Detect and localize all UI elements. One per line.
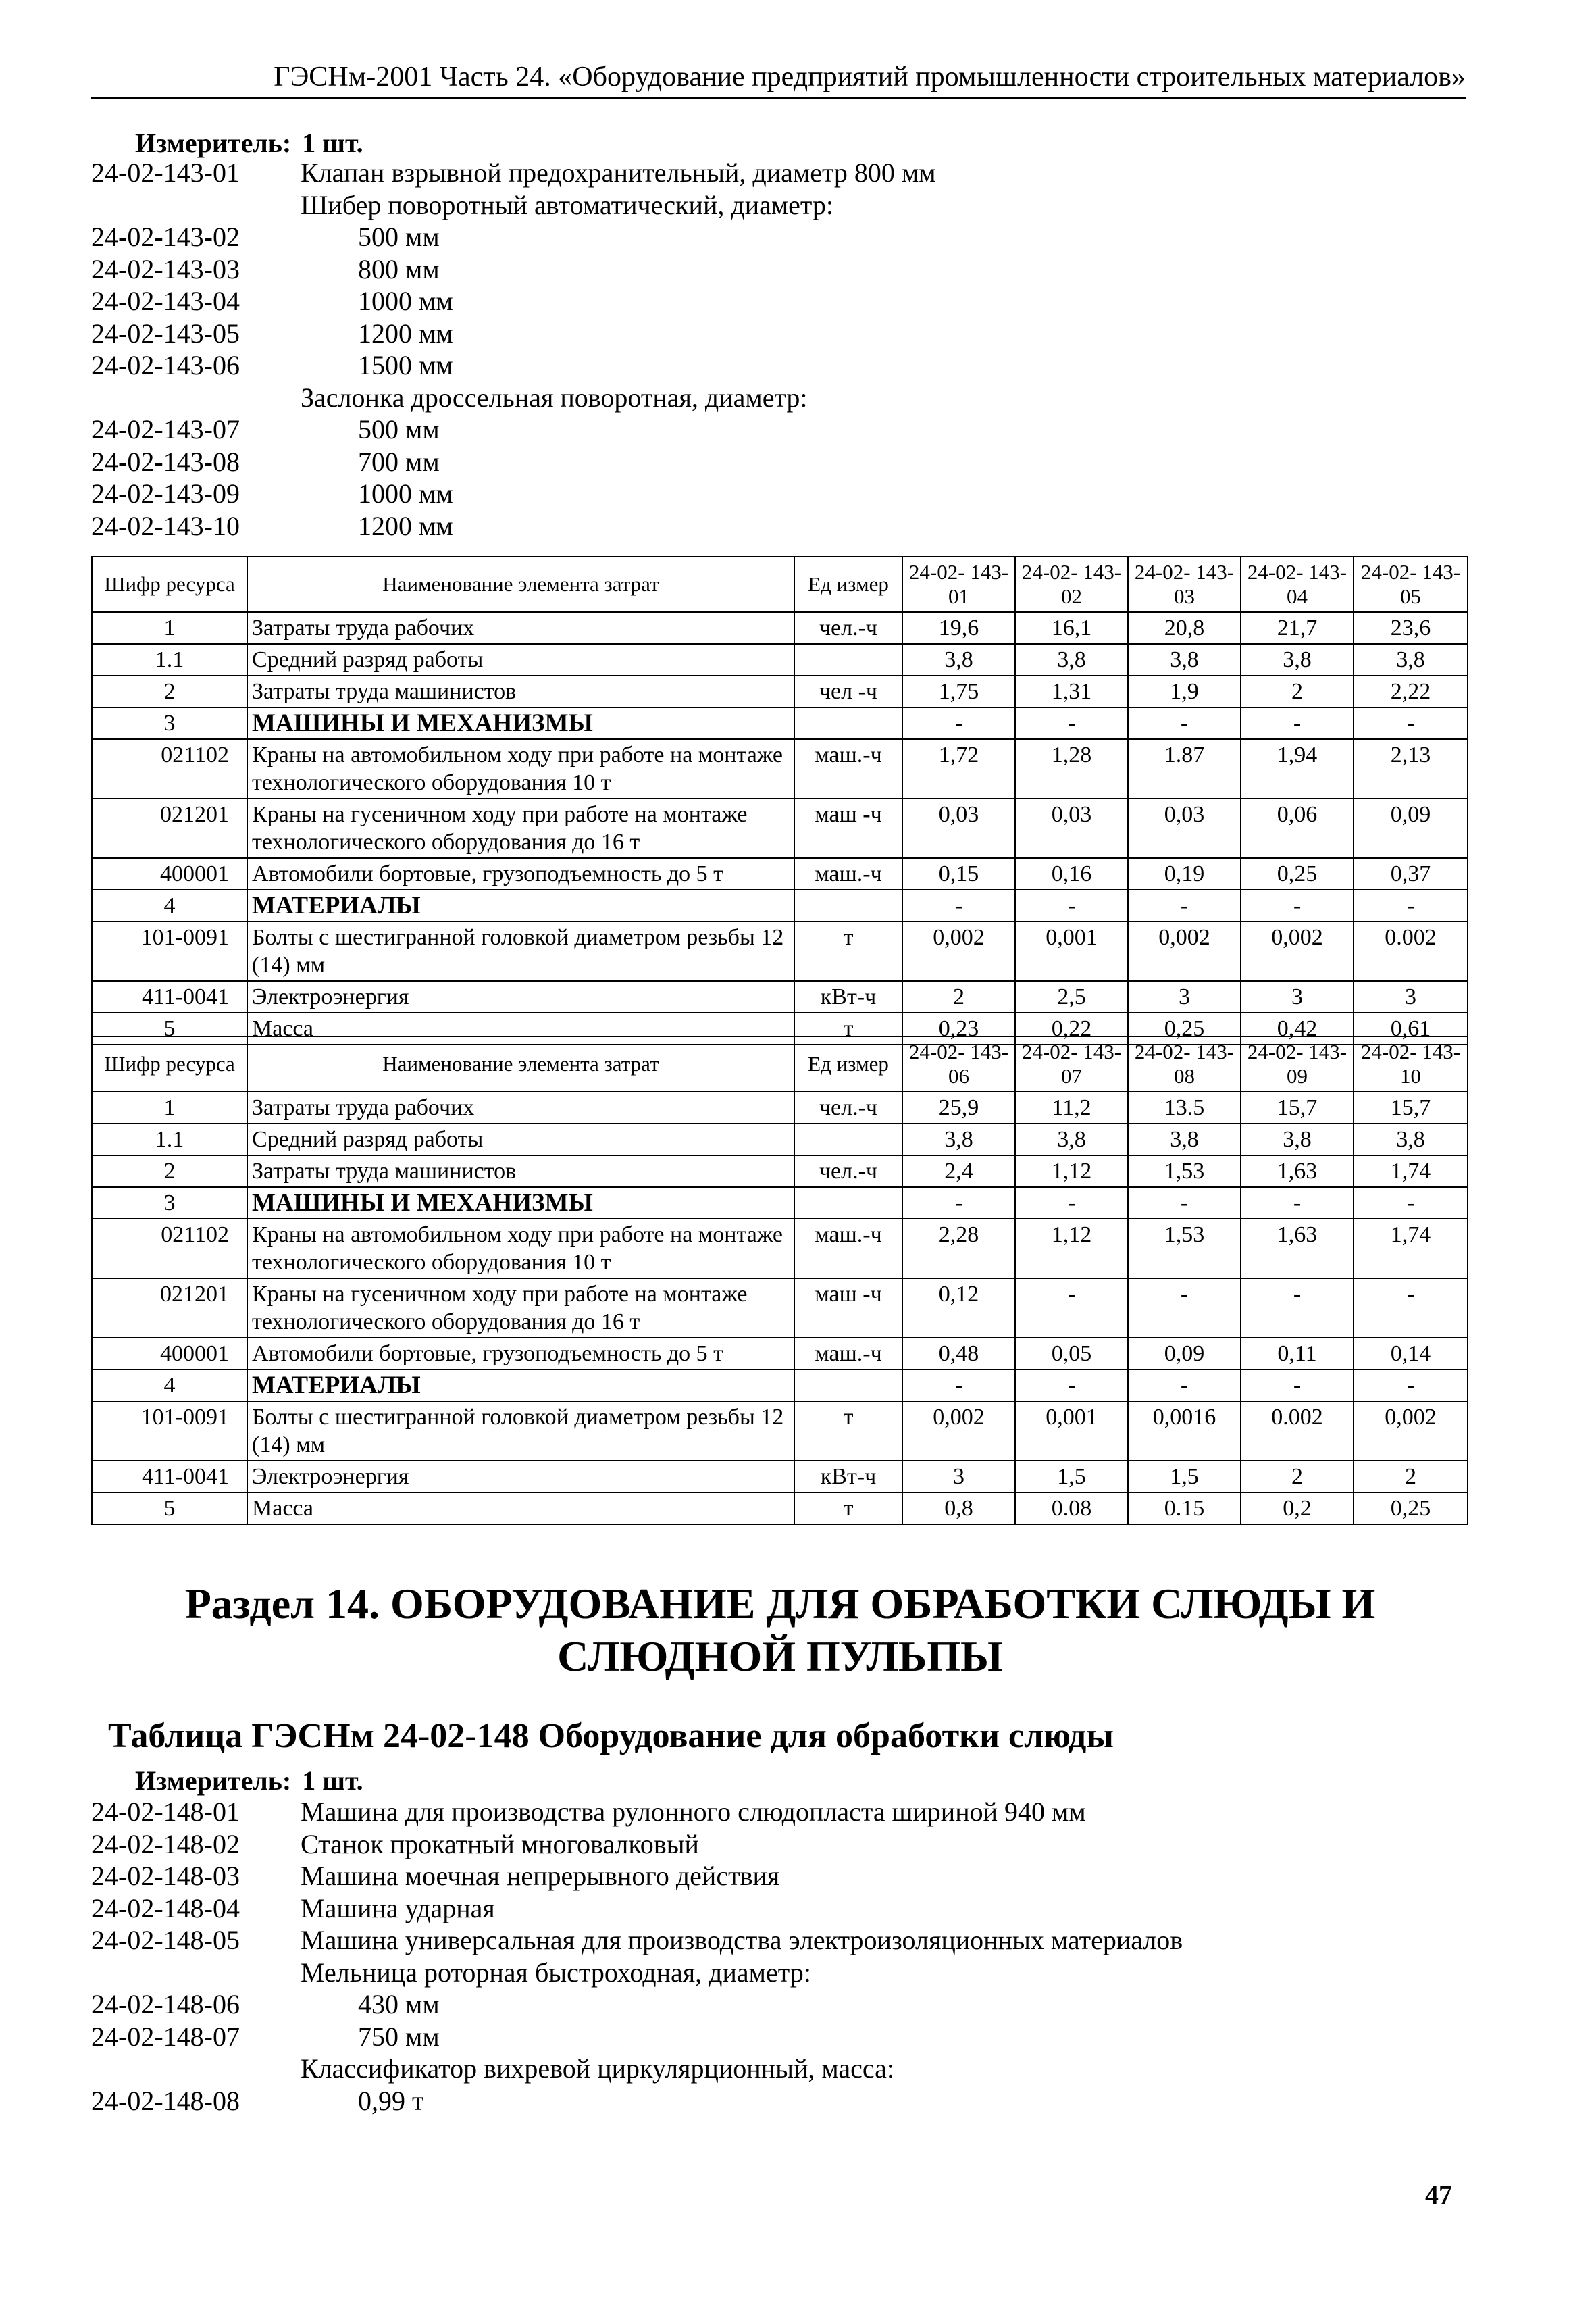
cost-element-name: Затраты труда рабочих bbox=[247, 612, 794, 644]
table-row bbox=[92, 1219, 1468, 1278]
column-header: 24-02- 143-10 bbox=[1354, 1036, 1468, 1092]
list-item bbox=[91, 318, 936, 350]
item-list-143 bbox=[91, 157, 936, 542]
value-cell: - bbox=[1128, 1278, 1241, 1338]
column-header: 24-02- 143-02 bbox=[1015, 557, 1128, 612]
value-cell: 0,002 bbox=[1354, 1401, 1468, 1461]
value-cell: - bbox=[1241, 707, 1354, 739]
list-item bbox=[91, 1892, 1183, 1925]
page-number: 47 bbox=[1425, 2180, 1452, 2210]
table-row bbox=[92, 1369, 1468, 1401]
value-cell: 1,12 bbox=[1015, 1219, 1128, 1278]
item-description: Машина универсальная для производства электроизоляционных материалов bbox=[301, 1925, 1183, 1955]
value-cell: 0,37 bbox=[1354, 858, 1468, 890]
value-cell: 3,8 bbox=[1015, 1124, 1128, 1155]
item-description: 1000 мм bbox=[358, 478, 453, 509]
item-description: 430 мм bbox=[358, 1989, 440, 2019]
measure-line-1 bbox=[135, 127, 363, 159]
item-code bbox=[91, 1957, 301, 1989]
value-cell: - bbox=[1128, 1187, 1241, 1219]
table-row bbox=[92, 1187, 1468, 1219]
item-code: 24-02-143-05 bbox=[91, 318, 240, 349]
item-description: 1200 мм bbox=[358, 318, 453, 349]
cost-element-name: Краны на автомобильном ходу при работе на монтаже технологического оборудования 10 т bbox=[247, 1219, 794, 1278]
item-description: 1500 мм bbox=[358, 350, 453, 380]
value-cell: 2,28 bbox=[902, 1219, 1015, 1278]
unit-cell: маш.-ч bbox=[794, 1338, 902, 1369]
value-cell: 15,7 bbox=[1354, 1092, 1468, 1124]
list-item bbox=[91, 2085, 1183, 2117]
value-cell: - bbox=[1354, 1187, 1468, 1219]
value-cell: 0,03 bbox=[1128, 799, 1241, 858]
cost-element-name: Средний разряд работы bbox=[247, 644, 794, 676]
list-item bbox=[91, 446, 936, 478]
item-code bbox=[91, 2053, 301, 2085]
value-cell: 3,8 bbox=[1354, 1124, 1468, 1155]
value-cell: - bbox=[1241, 1187, 1354, 1219]
unit-cell: т bbox=[794, 1492, 902, 1524]
column-header: 24-02- 143-01 bbox=[902, 557, 1015, 612]
value-cell: 0,48 bbox=[902, 1338, 1015, 1369]
value-cell: 11,2 bbox=[1015, 1092, 1128, 1124]
item-code bbox=[91, 382, 301, 414]
measure-value: 1 шт. bbox=[302, 1765, 363, 1796]
resource-code: 400001 bbox=[92, 858, 247, 890]
resource-code: 1 bbox=[92, 1092, 247, 1124]
value-cell: - bbox=[902, 1369, 1015, 1401]
unit-cell: маш -ч bbox=[794, 799, 902, 858]
column-header: 24-02- 143-03 bbox=[1128, 557, 1241, 612]
resource-code: 021201 bbox=[92, 799, 247, 858]
column-header: 24-02- 143-06 bbox=[902, 1036, 1015, 1092]
value-cell: 1,74 bbox=[1354, 1155, 1468, 1187]
table-header-row bbox=[92, 557, 1468, 612]
resource-code: 5 bbox=[92, 1013, 247, 1045]
value-cell: 2,4 bbox=[902, 1155, 1015, 1187]
unit-cell: т bbox=[794, 1401, 902, 1461]
table-row bbox=[92, 612, 1468, 644]
value-cell: 2 bbox=[902, 981, 1015, 1013]
value-cell: 0,25 bbox=[1128, 1013, 1241, 1045]
column-header: Ед измер bbox=[794, 1036, 902, 1092]
value-cell: 15,7 bbox=[1241, 1092, 1354, 1124]
value-cell: 0.002 bbox=[1354, 922, 1468, 981]
value-cell: 1,63 bbox=[1241, 1219, 1354, 1278]
value-cell: - bbox=[1241, 1278, 1354, 1338]
value-cell: 0,002 bbox=[902, 1401, 1015, 1461]
value-cell: 0,61 bbox=[1354, 1013, 1468, 1045]
column-header: 24-02- 143-05 bbox=[1354, 557, 1468, 612]
cost-table-143-01-05 bbox=[91, 556, 1468, 1045]
list-item bbox=[91, 285, 936, 318]
list-item bbox=[91, 349, 936, 382]
value-cell: - bbox=[1015, 1187, 1128, 1219]
column-header: 24-02- 143-07 bbox=[1015, 1036, 1128, 1092]
resource-code: 411-0041 bbox=[92, 1461, 247, 1492]
column-header: Шифр ресурса bbox=[92, 557, 247, 612]
value-cell: 0,03 bbox=[1015, 799, 1128, 858]
table-row bbox=[92, 1461, 1468, 1492]
value-cell: 1,28 bbox=[1015, 739, 1128, 799]
value-cell: 0,15 bbox=[902, 858, 1015, 890]
list-item bbox=[91, 2053, 1183, 2085]
column-header: Наименование элемента затрат bbox=[247, 1036, 794, 1092]
unit-cell: чел -ч bbox=[794, 676, 902, 707]
cost-element-name: Электроэнергия bbox=[247, 981, 794, 1013]
value-cell: 0,001 bbox=[1015, 922, 1128, 981]
table-row bbox=[92, 1401, 1468, 1461]
table-row bbox=[92, 1155, 1468, 1187]
value-cell: 1,74 bbox=[1354, 1219, 1468, 1278]
cost-element-name: Масса bbox=[247, 1013, 794, 1045]
list-item bbox=[91, 221, 936, 253]
unit-cell: маш.-ч bbox=[794, 1219, 902, 1278]
value-cell: 0,09 bbox=[1128, 1338, 1241, 1369]
resource-code: 5 bbox=[92, 1492, 247, 1524]
item-description: Машина для производства рулонного слюдопласта шириной 940 мм bbox=[301, 1796, 1086, 1827]
table-header-row bbox=[92, 1036, 1468, 1092]
unit-cell: кВт-ч bbox=[794, 1461, 902, 1492]
item-description: 800 мм bbox=[358, 253, 440, 284]
value-cell: 0,001 bbox=[1015, 1401, 1128, 1461]
resource-code: 1.1 bbox=[92, 1124, 247, 1155]
list-item bbox=[91, 413, 936, 446]
cost-element-name: Автомобили бортовые, грузоподъемность до 5 т bbox=[247, 1338, 794, 1369]
item-code: 24-02-148-07 bbox=[91, 2021, 240, 2052]
measure-label: Измеритель: bbox=[135, 1765, 292, 1796]
value-cell: - bbox=[1015, 890, 1128, 922]
list-item bbox=[91, 1957, 1183, 1989]
value-cell: 23,6 bbox=[1354, 612, 1468, 644]
value-cell: 1,9 bbox=[1128, 676, 1241, 707]
resource-code: 3 bbox=[92, 1187, 247, 1219]
value-cell: 0,22 bbox=[1015, 1013, 1128, 1045]
value-cell: 0,2 bbox=[1241, 1492, 1354, 1524]
value-cell: 3 bbox=[1128, 981, 1241, 1013]
cost-table-143-06-10 bbox=[91, 1036, 1468, 1525]
value-cell: - bbox=[1015, 1369, 1128, 1401]
value-cell: 3,8 bbox=[1241, 1124, 1354, 1155]
unit-cell: чел.-ч bbox=[794, 1092, 902, 1124]
column-header: Ед измер bbox=[794, 557, 902, 612]
cost-element-name: Затраты труда машинистов bbox=[247, 1155, 794, 1187]
item-code: 24-02-143-10 bbox=[91, 510, 240, 541]
value-cell: - bbox=[1241, 1369, 1354, 1401]
item-code: 24-02-143-04 bbox=[91, 286, 240, 316]
value-cell: 0,09 bbox=[1354, 799, 1468, 858]
value-cell: 0,11 bbox=[1241, 1338, 1354, 1369]
value-cell: 0.08 bbox=[1015, 1492, 1128, 1524]
table-row bbox=[92, 922, 1468, 981]
item-description: Мельница роторная быстроходная, диаметр: bbox=[301, 1957, 811, 1988]
value-cell: - bbox=[1241, 890, 1354, 922]
value-cell: - bbox=[902, 890, 1015, 922]
value-cell: 3,8 bbox=[1241, 644, 1354, 676]
value-cell: 0,23 bbox=[902, 1013, 1015, 1045]
resource-code: 101-0091 bbox=[92, 922, 247, 981]
item-code: 24-02-148-03 bbox=[91, 1861, 240, 1891]
cost-element-name: Краны на гусеничном ходу при работе на монтаже технологического оборудования до 16 т bbox=[247, 799, 794, 858]
value-cell: 2 bbox=[1241, 676, 1354, 707]
value-cell: 0,0016 bbox=[1128, 1401, 1241, 1461]
table-row bbox=[92, 739, 1468, 799]
value-cell: 3,8 bbox=[1354, 644, 1468, 676]
value-cell: 2,5 bbox=[1015, 981, 1128, 1013]
list-item bbox=[91, 1828, 1183, 1861]
value-cell: 1,94 bbox=[1241, 739, 1354, 799]
table-row bbox=[92, 981, 1468, 1013]
value-cell: 25,9 bbox=[902, 1092, 1015, 1124]
item-code: 24-02-143-02 bbox=[91, 222, 240, 252]
resource-code: 021201 bbox=[92, 1278, 247, 1338]
column-header: 24-02- 143-08 bbox=[1128, 1036, 1241, 1092]
value-cell: 3,8 bbox=[1128, 1124, 1241, 1155]
list-item bbox=[91, 510, 936, 543]
item-description: 1000 мм bbox=[358, 286, 453, 316]
item-code: 24-02-143-06 bbox=[91, 350, 240, 380]
value-cell: 0,42 bbox=[1241, 1013, 1354, 1045]
item-code: 24-02-148-06 bbox=[91, 1989, 240, 2019]
value-cell: 0,19 bbox=[1128, 858, 1241, 890]
value-cell: 3,8 bbox=[902, 1124, 1015, 1155]
item-code: 24-02-143-03 bbox=[91, 253, 240, 284]
cost-element-name: Краны на автомобильном ходу при работе на монтаже технологического оборудования 10 т bbox=[247, 739, 794, 799]
value-cell: 1,5 bbox=[1015, 1461, 1128, 1492]
value-cell: 3,8 bbox=[902, 644, 1015, 676]
unit-cell bbox=[794, 890, 902, 922]
table-row bbox=[92, 1124, 1468, 1155]
item-code bbox=[91, 189, 301, 222]
list-item bbox=[91, 1860, 1183, 1892]
value-cell: 2,13 bbox=[1354, 739, 1468, 799]
value-cell: 1,75 bbox=[902, 676, 1015, 707]
item-code: 24-02-143-01 bbox=[91, 157, 240, 188]
table-row bbox=[92, 1278, 1468, 1338]
item-description: Шибер поворотный автоматический, диаметр: bbox=[301, 189, 834, 220]
value-cell: 13.5 bbox=[1128, 1092, 1241, 1124]
value-cell: 3,8 bbox=[1015, 644, 1128, 676]
list-item bbox=[91, 1796, 1183, 1828]
unit-cell: маш -ч bbox=[794, 1278, 902, 1338]
value-cell: 0,14 bbox=[1354, 1338, 1468, 1369]
item-code: 24-02-143-07 bbox=[91, 414, 240, 445]
list-item bbox=[91, 478, 936, 510]
item-code: 24-02-143-09 bbox=[91, 478, 240, 509]
value-cell: 0,03 bbox=[902, 799, 1015, 858]
table-row bbox=[92, 1092, 1468, 1124]
value-cell: 0,05 bbox=[1015, 1338, 1128, 1369]
table-row bbox=[92, 707, 1468, 739]
column-header: Наименование элемента затрат bbox=[247, 557, 794, 612]
cost-element-name: Болты с шестигранной головкой диаметром резьбы 12 (14) мм bbox=[247, 922, 794, 981]
table-row bbox=[92, 676, 1468, 707]
column-header: 24-02- 143-04 bbox=[1241, 557, 1354, 612]
column-header: 24-02- 143-09 bbox=[1241, 1036, 1354, 1092]
item-code: 24-02-143-08 bbox=[91, 446, 240, 477]
resource-code: 3 bbox=[92, 707, 247, 739]
unit-cell: т bbox=[794, 1013, 902, 1045]
list-item bbox=[91, 189, 936, 222]
unit-cell bbox=[794, 1124, 902, 1155]
value-cell: 0,002 bbox=[902, 922, 1015, 981]
unit-cell: чел.-ч bbox=[794, 612, 902, 644]
value-cell: - bbox=[1128, 707, 1241, 739]
value-cell: 0,25 bbox=[1241, 858, 1354, 890]
item-description: 0,99 т bbox=[358, 2085, 424, 2116]
list-item bbox=[91, 157, 936, 189]
item-code: 24-02-148-02 bbox=[91, 1828, 240, 1859]
value-cell: 1,31 bbox=[1015, 676, 1128, 707]
table-row bbox=[92, 644, 1468, 676]
resource-code: 400001 bbox=[92, 1338, 247, 1369]
value-cell: 3,8 bbox=[1128, 644, 1241, 676]
section-title: Раздел 14. ОБОРУДОВАНИЕ ДЛЯ ОБРАБОТКИ СЛЮДЫ И СЛЮДНОЙ ПУЛЬПЫ bbox=[184, 1580, 1376, 1680]
table-row bbox=[92, 1492, 1468, 1524]
item-description: 750 мм bbox=[358, 2021, 440, 2052]
list-item bbox=[91, 382, 936, 414]
value-cell: 21,7 bbox=[1241, 612, 1354, 644]
item-description: Машина ударная bbox=[301, 1892, 495, 1923]
value-cell: 3 bbox=[1354, 981, 1468, 1013]
value-cell: - bbox=[1128, 1369, 1241, 1401]
value-cell: 1,5 bbox=[1128, 1461, 1241, 1492]
cost-element-name: МАТЕРИАЛЫ bbox=[247, 1369, 794, 1401]
value-cell: 3 bbox=[902, 1461, 1015, 1492]
value-cell: 0,8 bbox=[902, 1492, 1015, 1524]
table-title: Таблица ГЭСНм 24-02-148 Оборудование для обработки слюды bbox=[108, 1717, 1114, 1755]
unit-cell: чел.-ч bbox=[794, 1155, 902, 1187]
cost-element-name: МАШИНЫ И МЕХАНИЗМЫ bbox=[247, 707, 794, 739]
list-item bbox=[91, 1988, 1183, 2021]
cost-element-name: Болты с шестигранной головкой диаметром резьбы 12 (14) мм bbox=[247, 1401, 794, 1461]
cost-element-name: Средний разряд работы bbox=[247, 1124, 794, 1155]
resource-code: 4 bbox=[92, 890, 247, 922]
value-cell: 0,12 bbox=[902, 1278, 1015, 1338]
resource-code: 1 bbox=[92, 612, 247, 644]
resource-code: 101-0091 bbox=[92, 1401, 247, 1461]
value-cell: 16,1 bbox=[1015, 612, 1128, 644]
value-cell: - bbox=[1015, 1278, 1128, 1338]
value-cell: 0,002 bbox=[1241, 922, 1354, 981]
value-cell: 20,8 bbox=[1128, 612, 1241, 644]
unit-cell bbox=[794, 1187, 902, 1219]
cost-element-name: Затраты труда рабочих bbox=[247, 1092, 794, 1124]
value-cell: 1,12 bbox=[1015, 1155, 1128, 1187]
running-header: ГЭСНм-2001 Часть 24. «Оборудование предприятий промышленности строительных материалов» bbox=[91, 61, 1466, 99]
resource-code: 4 bbox=[92, 1369, 247, 1401]
cost-element-name: Затраты труда машинистов bbox=[247, 676, 794, 707]
value-cell: 1,53 bbox=[1128, 1219, 1241, 1278]
column-header: Шифр ресурса bbox=[92, 1036, 247, 1092]
item-code: 24-02-148-05 bbox=[91, 1925, 240, 1955]
measure-label: Измеритель: bbox=[135, 128, 292, 158]
item-description: Машина моечная непрерывного действия bbox=[301, 1861, 780, 1891]
list-item bbox=[91, 1924, 1183, 1957]
item-description: Классификатор вихревой циркулярционный, масса: bbox=[301, 2053, 895, 2084]
cost-element-name: Электроэнергия bbox=[247, 1461, 794, 1492]
table-row bbox=[92, 1338, 1468, 1369]
cost-element-name: МАШИНЫ И МЕХАНИЗМЫ bbox=[247, 1187, 794, 1219]
table-row bbox=[92, 890, 1468, 922]
value-cell: - bbox=[902, 707, 1015, 739]
unit-cell: кВт-ч bbox=[794, 981, 902, 1013]
value-cell: 0,06 bbox=[1241, 799, 1354, 858]
value-cell: 2 bbox=[1241, 1461, 1354, 1492]
value-cell: 1,72 bbox=[902, 739, 1015, 799]
value-cell: - bbox=[1354, 1369, 1468, 1401]
item-description: Клапан взрывной предохранительный, диаметр 800 мм bbox=[301, 157, 936, 188]
value-cell: 19,6 bbox=[902, 612, 1015, 644]
item-description: 500 мм bbox=[358, 222, 440, 252]
value-cell: 2,22 bbox=[1354, 676, 1468, 707]
value-cell: - bbox=[1354, 707, 1468, 739]
value-cell: 0,25 bbox=[1354, 1492, 1468, 1524]
value-cell: - bbox=[902, 1187, 1015, 1219]
unit-cell: т bbox=[794, 922, 902, 981]
value-cell: 0.15 bbox=[1128, 1492, 1241, 1524]
resource-code: 021102 bbox=[92, 739, 247, 799]
value-cell: 1,53 bbox=[1128, 1155, 1241, 1187]
item-list-148 bbox=[91, 1796, 1183, 2117]
item-description: 700 мм bbox=[358, 446, 440, 477]
item-description: 1200 мм bbox=[358, 510, 453, 541]
value-cell: 0,16 bbox=[1015, 858, 1128, 890]
item-description: 500 мм bbox=[358, 414, 440, 445]
unit-cell bbox=[794, 644, 902, 676]
table-row bbox=[92, 799, 1468, 858]
cost-element-name: Автомобили бортовые, грузоподъемность до 5 т bbox=[247, 858, 794, 890]
item-code: 24-02-148-08 bbox=[91, 2085, 240, 2116]
list-item bbox=[91, 253, 936, 286]
unit-cell: маш.-ч bbox=[794, 858, 902, 890]
list-item bbox=[91, 2021, 1183, 2053]
value-cell: 1.87 bbox=[1128, 739, 1241, 799]
table-row bbox=[92, 858, 1468, 890]
value-cell: - bbox=[1354, 890, 1468, 922]
unit-cell bbox=[794, 1369, 902, 1401]
cost-element-name: МАТЕРИАЛЫ bbox=[247, 890, 794, 922]
resource-code: 2 bbox=[92, 1155, 247, 1187]
value-cell: 3 bbox=[1241, 981, 1354, 1013]
resource-code: 1.1 bbox=[92, 644, 247, 676]
measure-value: 1 шт. bbox=[302, 128, 363, 158]
value-cell: 0.002 bbox=[1241, 1401, 1354, 1461]
item-code: 24-02-148-01 bbox=[91, 1796, 240, 1827]
item-code: 24-02-148-04 bbox=[91, 1892, 240, 1923]
unit-cell bbox=[794, 707, 902, 739]
resource-code: 411-0041 bbox=[92, 981, 247, 1013]
value-cell: 2 bbox=[1354, 1461, 1468, 1492]
value-cell: 1,63 bbox=[1241, 1155, 1354, 1187]
value-cell: - bbox=[1128, 890, 1241, 922]
value-cell: 0,002 bbox=[1128, 922, 1241, 981]
value-cell: - bbox=[1354, 1278, 1468, 1338]
value-cell: - bbox=[1015, 707, 1128, 739]
resource-code: 021102 bbox=[92, 1219, 247, 1278]
cost-element-name: Краны на гусеничном ходу при работе на монтаже технологического оборудования до 16 т bbox=[247, 1278, 794, 1338]
measure-line-2 bbox=[135, 1765, 363, 1796]
item-description: Заслонка дроссельная поворотная, диаметр: bbox=[301, 382, 808, 413]
resource-code: 2 bbox=[92, 676, 247, 707]
item-description: Станок прокатный многовалковый bbox=[301, 1828, 699, 1859]
cost-element-name: Масса bbox=[247, 1492, 794, 1524]
unit-cell: маш.-ч bbox=[794, 739, 902, 799]
